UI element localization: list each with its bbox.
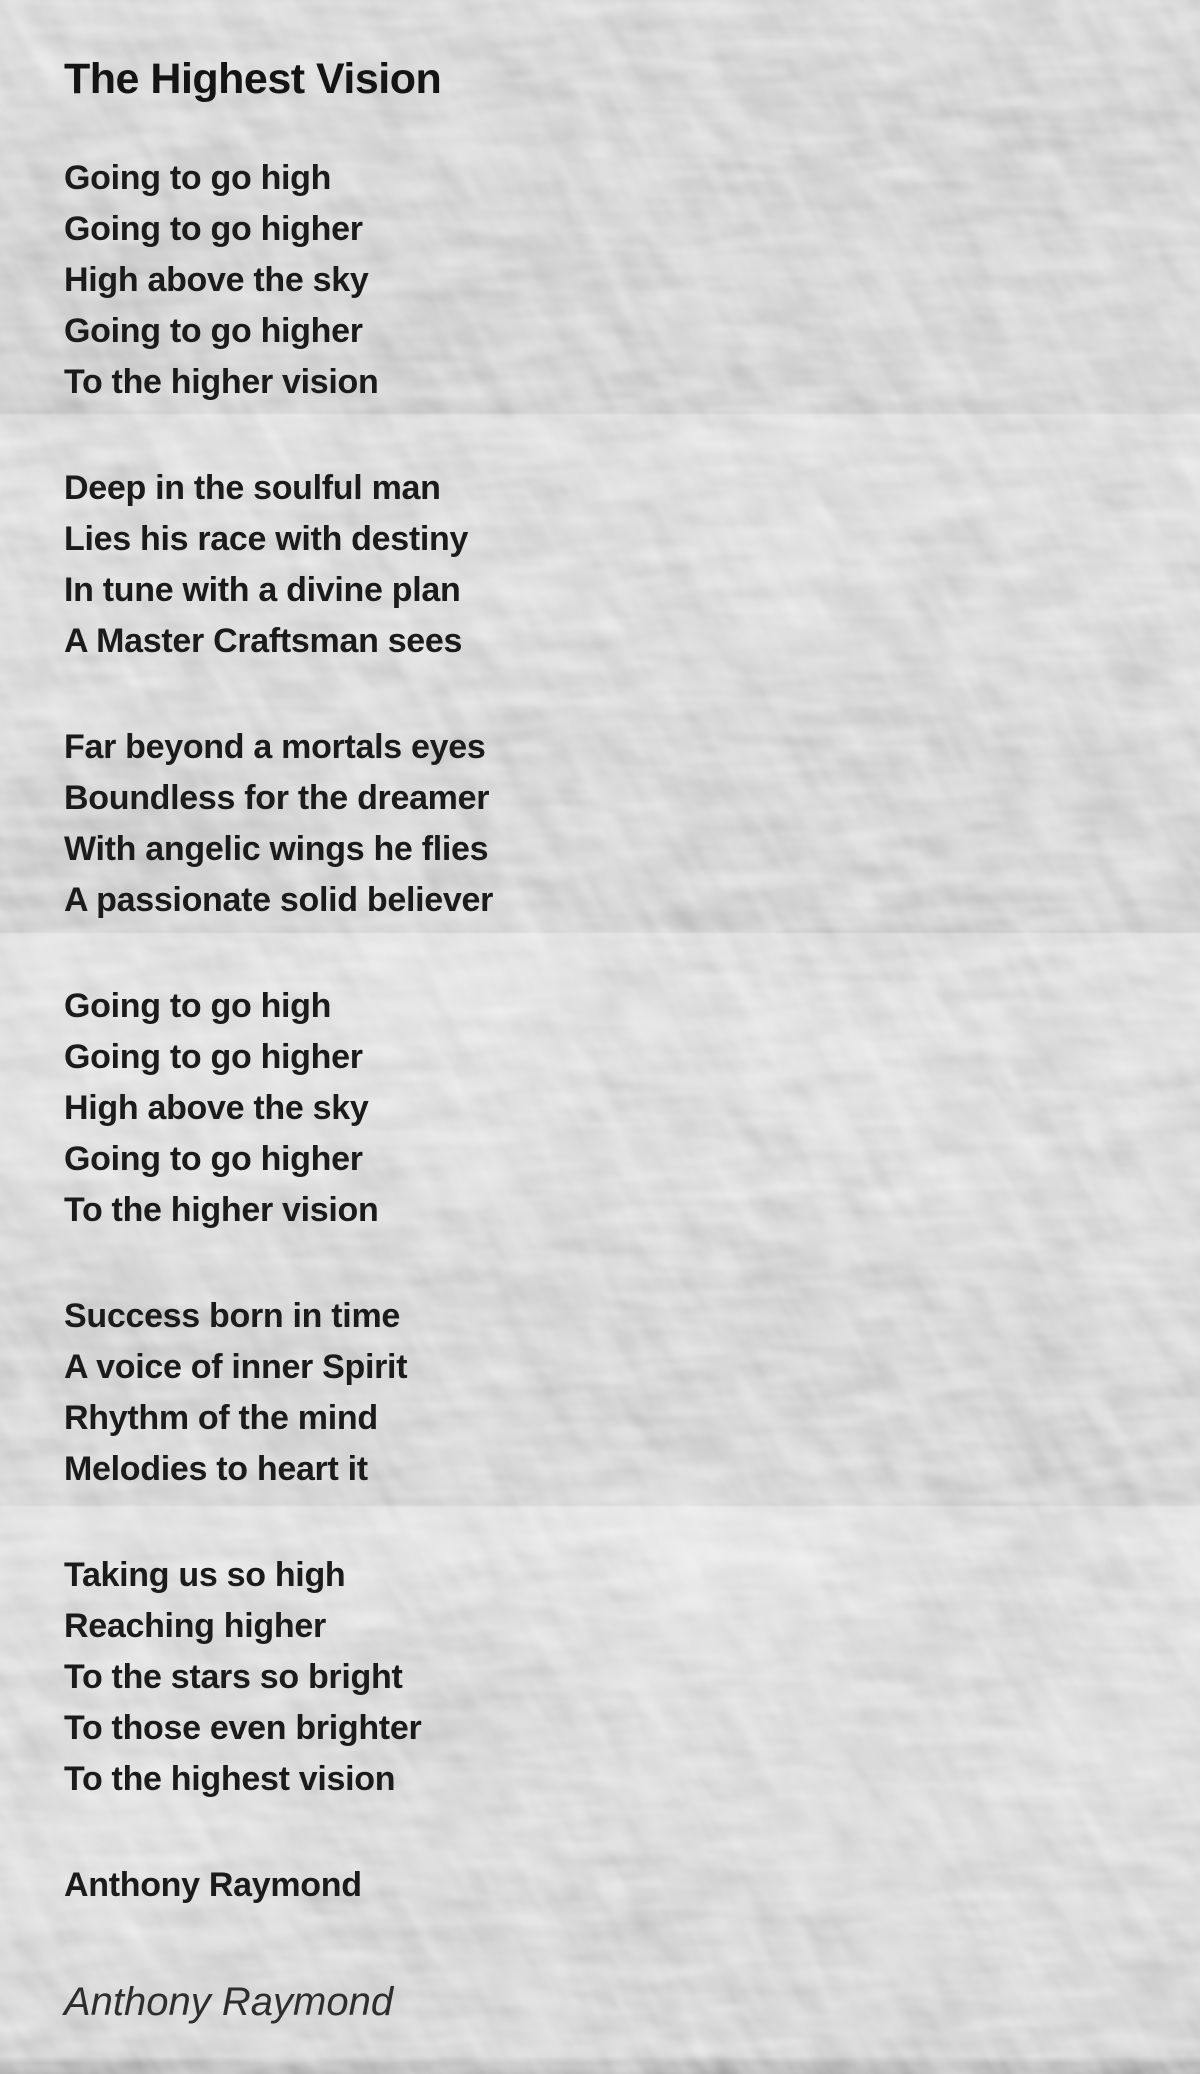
stanza-6: [64, 1550, 1160, 1805]
poem-line: Going to go higher: [64, 1038, 363, 1076]
stanza-5: [64, 1291, 1160, 1495]
poem-content: [64, 0, 1160, 2026]
poem-line: Lies his race with destiny: [64, 520, 469, 558]
poem-line: Boundless for the dreamer: [64, 779, 490, 817]
poem-line: Going to go higher: [64, 312, 363, 350]
poem-line: A passionate solid believer: [64, 881, 494, 919]
poem-line: Going to go higher: [64, 210, 363, 248]
poem-line: Success born in time: [64, 1297, 400, 1335]
poem-line: To the higher vision: [64, 363, 379, 401]
stanza-3: [64, 722, 1160, 926]
stanza-2: [64, 463, 1160, 667]
poem-line: Far beyond a mortals eyes: [64, 728, 486, 766]
poem-line: High above the sky: [64, 261, 369, 299]
poem-line: Taking us so high: [64, 1556, 346, 1594]
poem-line: To the stars so bright: [64, 1658, 403, 1696]
poem-line: Reaching higher: [64, 1607, 326, 1645]
stanza-4: [64, 981, 1160, 1236]
poem-line: Going to go high: [64, 159, 332, 197]
poem-line: High above the sky: [64, 1089, 369, 1127]
poem-author-line: Anthony Raymond: [64, 1866, 362, 1904]
poem-line: Rhythm of the mind: [64, 1399, 378, 1437]
poem-title: The Highest Vision: [64, 55, 442, 103]
poet-signature: Anthony Raymond: [64, 1980, 394, 2024]
poem-line: In tune with a divine plan: [64, 571, 461, 609]
poem-line: To the higher vision: [64, 1191, 379, 1229]
poem-line: To the highest vision: [64, 1760, 396, 1798]
poem-line: To those even brighter: [64, 1709, 422, 1747]
poem-line: Going to go high: [64, 987, 332, 1025]
poem-line: A voice of inner Spirit: [64, 1348, 408, 1386]
poem-line: A Master Craftsman sees: [64, 622, 463, 660]
stanza-1: [64, 153, 1160, 408]
poem-line: Melodies to heart it: [64, 1450, 368, 1488]
poem-line: Deep in the soulful man: [64, 469, 441, 507]
poem-line: Going to go higher: [64, 1140, 363, 1178]
poem-line: With angelic wings he flies: [64, 830, 489, 868]
